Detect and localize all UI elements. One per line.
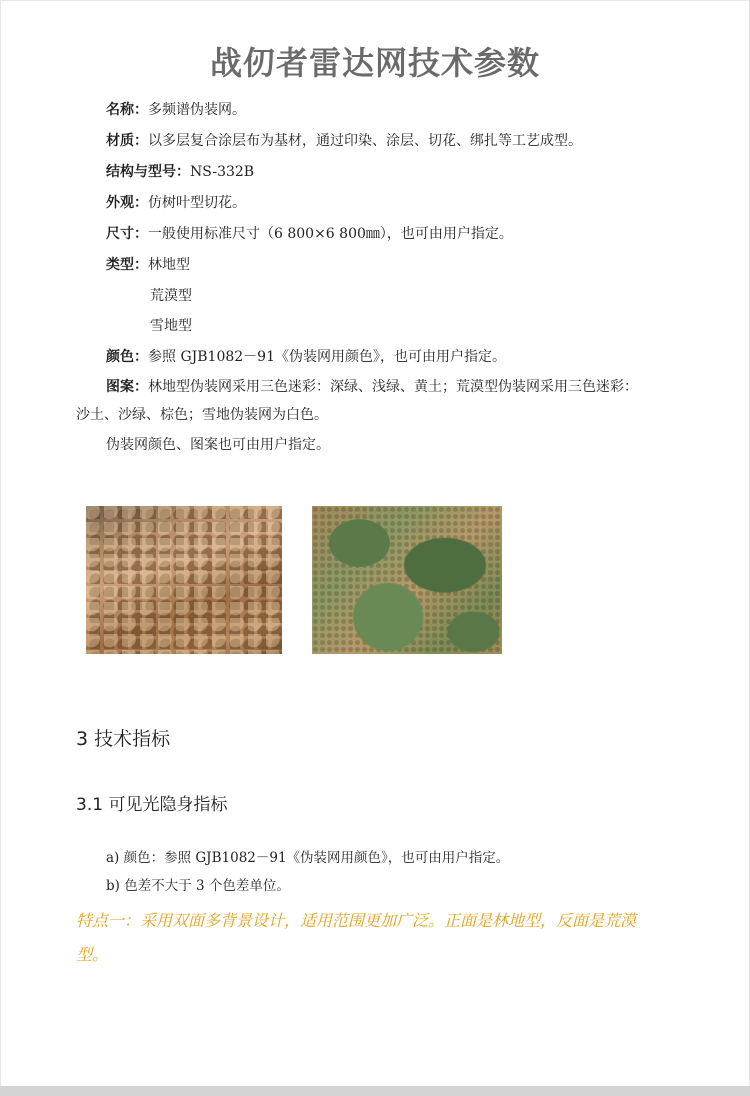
woodland-camouflage-net-photo <box>312 506 502 654</box>
spec-pattern-value-line2: 沙土、沙绿、棕色；雪地伪装网为白色。 <box>76 407 328 423</box>
bottom-bar <box>0 1086 750 1096</box>
spec-appearance-value: 仿树叶型切花。 <box>148 195 246 211</box>
spec-name-label: 名称： <box>106 102 148 118</box>
spec-type-value-2: 雪地型 <box>150 318 192 334</box>
spec-size-label: 尺寸： <box>106 226 148 242</box>
spec-pattern <box>106 377 638 397</box>
desert-camouflage-net-photo <box>86 506 282 654</box>
spec-color-label: 颜色： <box>106 349 148 365</box>
indicator-item-b: b) 色差不大于 3 个色差单位。 <box>106 878 290 894</box>
spec-material <box>106 131 582 151</box>
spec-type <box>106 255 190 275</box>
spec-material-label: 材质： <box>106 133 148 149</box>
spec-color <box>106 347 506 367</box>
spec-size-value: 一般使用标准尺寸（6 800×6 800㎜），也可由用户指定。 <box>148 226 513 242</box>
spec-name-value: 多频谱伪装网。 <box>148 102 246 118</box>
page-title: 战仞者雷达网技术参数 <box>209 44 540 82</box>
spec-appearance <box>106 193 246 213</box>
spec-material-value: 以多层复合涂层布为基材，通过印染、涂层、切花、绑扎等工艺成型。 <box>148 133 582 149</box>
spec-name <box>106 100 246 120</box>
spec-appearance-label: 外观： <box>106 195 148 211</box>
spec-pattern-note: 伪装网颜色、图案也可由用户指定。 <box>106 437 330 453</box>
section-3-heading: 3 技术指标 <box>76 728 171 750</box>
spec-model-label: 结构与型号： <box>106 164 190 180</box>
spec-color-value: 参照 GJB1082－91《伪装网用颜色》，也可由用户指定。 <box>148 349 506 365</box>
spec-type-value-1: 荒漠型 <box>150 288 192 304</box>
spec-model-value: NS-332B <box>190 164 255 180</box>
spec-pattern-label: 图案： <box>106 379 148 395</box>
section-3-1-heading: 3.1 可见光隐身指标 <box>76 795 228 815</box>
feature-note <box>76 904 716 972</box>
feature-note-line1: 特点一：采用双面多背景设计，适用范围更加广泛。正面是林地型，反面是荒漠 <box>76 911 637 930</box>
spec-type-label: 类型： <box>106 257 148 273</box>
indicator-item-a: a) 颜色：参照 GJB1082－91《伪装网用颜色》，也可由用户指定。 <box>106 850 510 866</box>
spec-pattern-value-line1: 林地型伪装网采用三色迷彩：深绿、浅绿、黄土；荒漠型伪装网采用三色迷彩： <box>148 379 638 395</box>
spec-type-value-0: 林地型 <box>148 257 190 273</box>
feature-note-line2: 型。 <box>76 945 109 964</box>
spec-model <box>106 162 254 182</box>
spec-size <box>106 224 513 244</box>
